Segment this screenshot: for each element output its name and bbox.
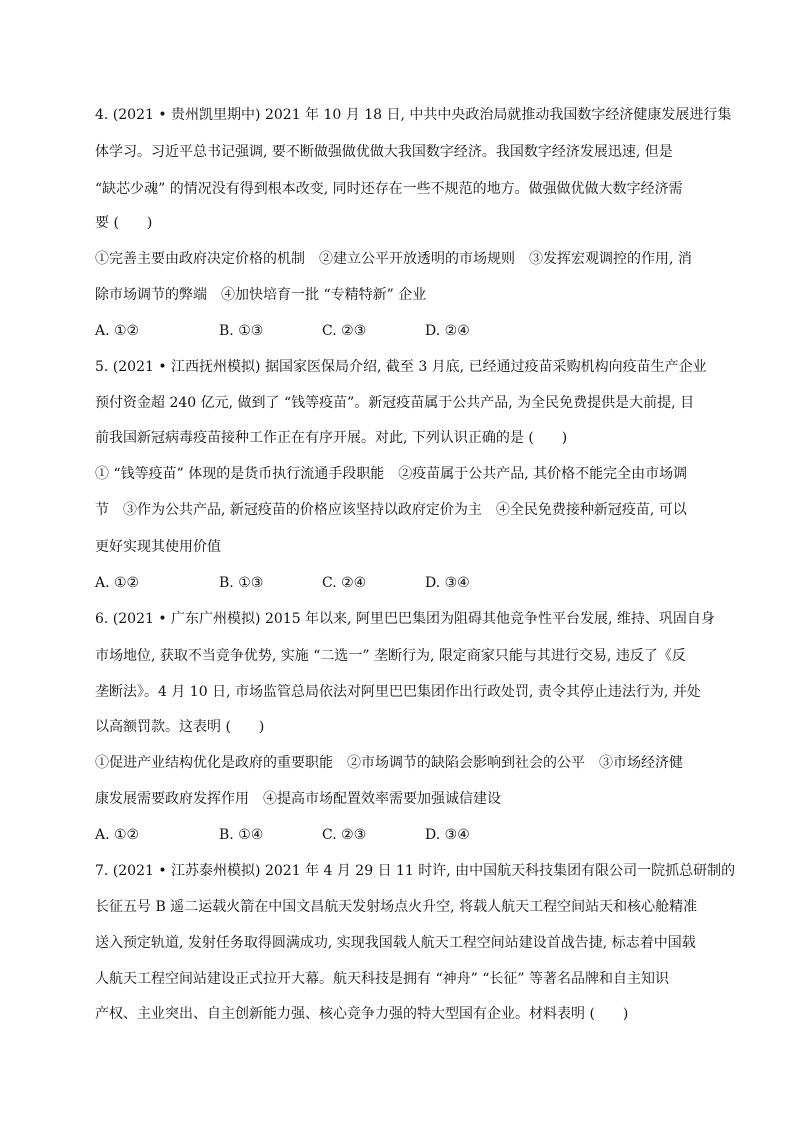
question-4-line-5: ①完善主要由政府决定价格的机制 ②建立公平开放透明的市场规则 ③发挥宏观调控的作用, 消 xyxy=(95,251,692,267)
question-5-line-1: 5. (2021 • 江西抚州模拟) 据国家医保局介绍, 截至 3 月底, 已经通过疫苗采购机构向疫苗生产企业 xyxy=(95,359,707,375)
question-6-option-b: B. ①④ xyxy=(219,827,264,843)
question-7-line-1: 7. (2021 • 江苏泰州模拟) 2021 年 4 月 29 日 11 时许, 由中国航天科技集团有限公司一院抓总研制的 xyxy=(95,863,736,879)
question-6-line-4: 以高额罚款。这表明 ( ) xyxy=(95,719,265,735)
question-6-line-2: 市场地位, 获取不当竞争优势, 实施 “二选一” 垄断行为, 限定商家只能与其进行交易, 违反了《反 xyxy=(95,648,686,664)
question-7-line-3: 送入预定轨道, 发射任务取得圆满成功, 实现我国载人航天工程空间站建设首战告捷, 标志着中国载 xyxy=(95,935,696,951)
question-7-line-4: 人航天工程空间站建设正式拉开大幕。航天科技是拥有 “神舟” “长征” 等著名品牌和自主知识 xyxy=(95,971,669,987)
question-5-line-5: 节 ③作为公共产品, 新冠疫苗的价格应该坚持以政府定价为主 ④全民免费接种新冠疫苗, 可以 xyxy=(95,502,687,518)
question-7-line-2: 长征五号 B 遥二运载火箭在中国文昌航天发射场点火升空, 将载人航天工程空间站天和核心舱精准 xyxy=(95,899,698,915)
question-5-option-a: A. ①② xyxy=(95,575,140,591)
question-6-option-d: D. ③④ xyxy=(425,827,470,843)
question-4-line-4: 要 ( ) xyxy=(95,215,153,231)
question-6-option-a: A. ①② xyxy=(95,827,140,843)
question-4-line-2: 体学习。习近平总书记强调, 要不断做强做优做大我国数字经济。我国数字经济发展迅速, 但是 xyxy=(95,144,673,160)
question-4-option-a: A. ①② xyxy=(95,323,140,339)
question-6-line-6: 康发展需要政府发挥作用 ④提高市场配置效率需要加强诚信建设 xyxy=(95,791,501,807)
question-6-line-1: 6. (2021 • 广东广州模拟) 2015 年以来, 阿里巴巴集团为阻碍其他竞争性平台发展, 维持、巩固自身 xyxy=(95,611,715,627)
question-5-line-4: ① “钱等疫苗” 体现的是货币执行流通手段职能 ②疫苗属于公共产品, 其价格不能完全由市场调 xyxy=(95,466,688,482)
question-7-line-5: 产权、主业突出、自主创新能力强、核心竞争力强的特大型国有企业。材料表明 ( ) xyxy=(95,1006,629,1022)
question-5-line-2: 预付资金超 240 亿元, 做到了 “钱等疫苗”。新冠疫苗属于公共产品, 为全民免费提供是大前提, 目 xyxy=(95,395,695,411)
question-5-option-b: B. ①③ xyxy=(219,575,264,591)
question-6-option-c: C. ②③ xyxy=(322,827,367,843)
question-5-option-d: D. ③④ xyxy=(425,575,470,591)
question-5-option-c: C. ②④ xyxy=(322,575,367,591)
question-4-line-1: 4. (2021 • 贵州凯里期中) 2021 年 10 月 18 日, 中共中央政治局就推动我国数字经济健康发展进行集 xyxy=(95,107,732,123)
question-4-option-d: D. ②④ xyxy=(425,323,470,339)
question-6-line-5: ①促进产业结构优化是政府的重要职能 ②市场调节的缺陷会影响到社会的公平 ③市场经济健 xyxy=(95,755,683,771)
question-4-option-b: B. ①③ xyxy=(219,323,264,339)
question-5-line-3: 前我国新冠病毒疫苗接种工作正在有序开展。对此, 下列认识正确的是 ( ) xyxy=(95,430,568,446)
question-4-option-c: C. ②③ xyxy=(322,323,367,339)
question-4-line-6: 除市场调节的弊端 ④加快培育一批 “专精特新” 企业 xyxy=(95,287,427,303)
question-5-line-6: 更好实现其使用价值 xyxy=(95,539,221,555)
question-6-line-3: 垄断法》。4 月 10 日, 市场监管总局依法对阿里巴巴集团作出行政处罚, 责令其停止违法行为, 并处 xyxy=(95,684,701,700)
question-4-line-3: “缺芯少魂” 的情况没有得到根本改变, 同时还存在一些不规范的地方。做强做优做大数字经济需 xyxy=(95,181,683,197)
